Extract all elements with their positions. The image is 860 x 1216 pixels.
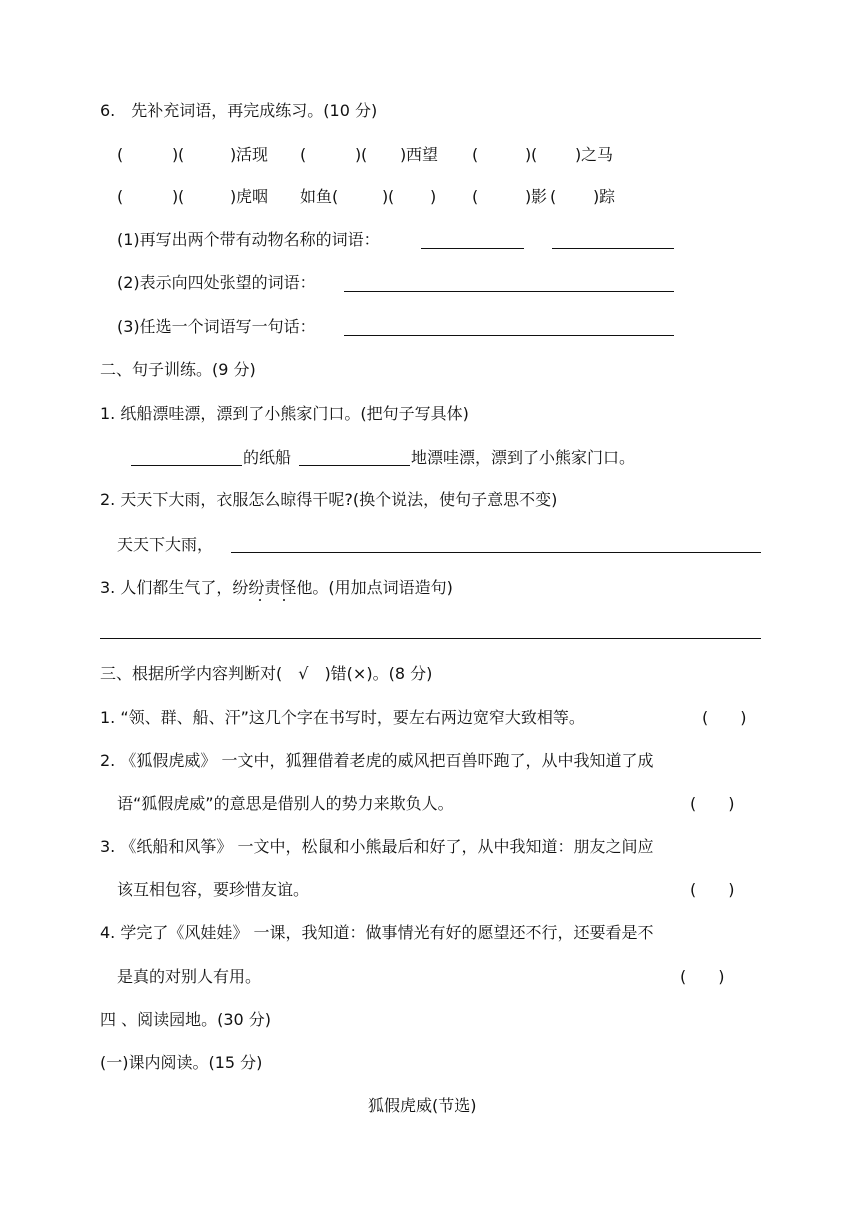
paren-open: ( bbox=[361, 145, 368, 164]
paren-close: ) bbox=[593, 187, 600, 206]
idiom-tail: 西望 bbox=[406, 145, 439, 164]
idiom-tail: 踪 bbox=[599, 187, 616, 206]
paren-close: ) bbox=[400, 145, 407, 164]
paren-open: ( bbox=[178, 187, 185, 206]
paren-close: ) bbox=[172, 145, 179, 164]
judge-paren[interactable]: ( ) bbox=[680, 967, 725, 986]
paren-open: ( bbox=[117, 187, 124, 206]
answer-line[interactable] bbox=[299, 465, 410, 466]
answer-line[interactable] bbox=[552, 248, 674, 249]
paren-close: ) bbox=[382, 187, 389, 206]
judge-item-4-cont: 是真的对别人有用。 bbox=[117, 967, 262, 986]
paren-close: ) bbox=[230, 145, 237, 164]
judge-paren[interactable]: ( ) bbox=[690, 880, 735, 899]
paren-close: ) bbox=[525, 187, 532, 206]
idiom-tail: 之马 bbox=[581, 145, 614, 164]
judge-paren[interactable]: ( ) bbox=[690, 794, 735, 813]
judge-item-3-cont: 该互相包容，要珍惜友谊。 bbox=[117, 880, 310, 899]
judge-item-2: 2. 《狐假虎威》 一文中，狐狸借着老虎的威风把百兽吓跑了，从中我知道了成 bbox=[100, 751, 654, 770]
paren-close: ) bbox=[172, 187, 179, 206]
section-4-sub: (一)课内阅读。(15 分) bbox=[100, 1053, 263, 1072]
judge-item-1: 1. “领、群、船、汗”这几个字在书写时，要左右两边宽窄大致相等。 bbox=[100, 708, 585, 727]
emphasis-dot bbox=[259, 599, 261, 601]
fill-text: 天天下大雨， bbox=[117, 535, 214, 554]
q6-sub3: (3)任选一个词语写一句话： bbox=[117, 317, 316, 336]
paren-open: ( bbox=[472, 187, 479, 206]
paren-open: 如鱼( bbox=[300, 187, 339, 206]
paren-close: ) bbox=[355, 145, 362, 164]
answer-line[interactable] bbox=[344, 335, 674, 336]
idiom-tail: 活现 bbox=[236, 145, 269, 164]
paren-close: ) bbox=[575, 145, 582, 164]
paren-close: ) bbox=[525, 145, 532, 164]
sentence-q3: 3. 人们都生气了，纷纷责怪他。(用加点词语造句) bbox=[100, 578, 453, 597]
paren-open: ( bbox=[300, 145, 307, 164]
q6-sub2: (2)表示向四处张望的词语： bbox=[117, 273, 316, 292]
judge-item-3: 3. 《纸船和风筝》 一文中，松鼠和小熊最后和好了，从中我知道：朋友之间应 bbox=[100, 837, 654, 856]
emphasis-dot bbox=[283, 599, 285, 601]
q6-sub1: (1)再写出两个带有动物名称的词语： bbox=[117, 230, 380, 249]
answer-line[interactable] bbox=[100, 638, 761, 639]
answer-line[interactable] bbox=[131, 465, 242, 466]
section-3-title: 三、根据所学内容判断对( √ )错(×)。(8 分) bbox=[100, 664, 433, 683]
paren-open: ( bbox=[388, 187, 395, 206]
q6-title: 6. 先补充词语，再完成练习。(10 分) bbox=[100, 101, 378, 120]
sentence-q1: 1. 纸船漂哇漂，漂到了小熊家门口。(把句子写具体) bbox=[100, 404, 469, 423]
section-2-title: 二、句子训练。(9 分) bbox=[100, 360, 256, 379]
passage-title: 狐假虎威(节选) bbox=[368, 1096, 477, 1115]
judge-item-2-cont: 语“狐假虎威”的意思是借别人的势力来欺负人。 bbox=[117, 794, 454, 813]
sentence-q2: 2. 天天下大雨，衣服怎么晾得干呢?(换个说法，使句子意思不变) bbox=[100, 490, 558, 509]
section-4-title: 四 、阅读园地。(30 分) bbox=[100, 1010, 272, 1029]
paren-open: ( bbox=[531, 145, 538, 164]
idiom-tail: 虎咽 bbox=[236, 187, 269, 206]
paren-close: ) bbox=[230, 187, 237, 206]
answer-line[interactable] bbox=[344, 291, 674, 292]
fill-text: 地漂哇漂，漂到了小熊家门口。 bbox=[411, 448, 636, 467]
paren-open: ( bbox=[178, 145, 185, 164]
paren-open: ( bbox=[550, 187, 557, 206]
answer-line[interactable] bbox=[421, 248, 524, 249]
fill-text: 的纸船 bbox=[243, 448, 292, 467]
judge-paren[interactable]: ( ) bbox=[702, 708, 747, 727]
judge-item-4: 4. 学完了《风娃娃》 一课，我知道：做事情光有好的愿望还不行，还要看是不 bbox=[100, 923, 654, 942]
paren-close: ) bbox=[430, 187, 437, 206]
answer-line[interactable] bbox=[231, 552, 761, 553]
paren-open: ( bbox=[117, 145, 124, 164]
paren-open: ( bbox=[472, 145, 479, 164]
idiom-tail: 影 bbox=[531, 187, 548, 206]
